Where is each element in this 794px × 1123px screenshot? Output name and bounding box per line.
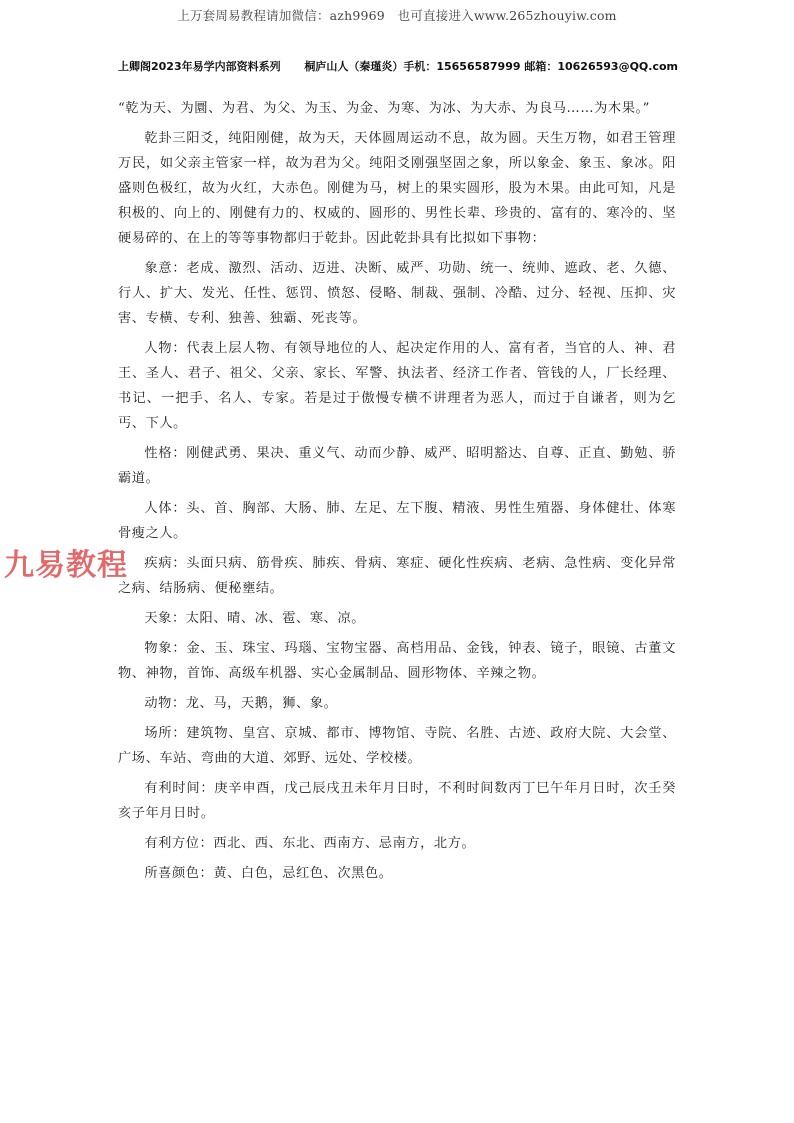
paragraph-tianxiang: 天象：太阳、晴、冰、雹、寒、凉。: [144, 611, 365, 626]
paragraph-renti: 人体：头、首、胸部、大肠、肺、左足、左下腹、精液、男性生殖器、身体健壮、体寒骨瘦之人。: [118, 501, 676, 541]
paragraph-jibing: 疾病：头面只病、筋骨疾、肺疾、骨病、寒症、硬化性疾病、老病、急性病、变化异常之病、结肠病、便秘壅结。: [118, 556, 676, 596]
paragraph-quote: “乾为天、为圜、为君、为父、为玉、为金、为寒、为冰、为大赤、为良马……为木果。”: [118, 101, 651, 116]
paragraph-dongwu: 动物：龙、马，天鹅，狮、象。: [144, 696, 338, 711]
header-series: 上卿阁2023年易学内部资料系列: [118, 60, 281, 73]
paragraph-xiangyi: 象意：老成、激烈、活动、迈进、决断、威严、功勋、统一、统帅、遮政、老、久德、行人、扩大、发光、任性、惩罚、愤怒、侵略、制裁、强制、冷酷、过分、轻视、压抑、灾害、专横、专利、独善、独霸、死丧等。: [118, 261, 676, 326]
paragraph-renwu: 人物：代表上层人物、有领导地位的人、起决定作用的人、富有者，当官的人、神、君王、圣人、君子、祖父、父亲、家长、军警、执法者、经济工作者、管钱的人，厂长经理、书记、一把手、名人、专家。若是过于傲慢专横不讲理者为恶人，而过于自谦者，则为乞丐、下人。: [118, 341, 676, 431]
paragraph-intro: 乾卦三阳爻，纯阳刚健，故为天，天体圆周运动不息，故为圆。天生万物，如君王管理万民，如父亲主管家一样，故为君为父。纯阳爻刚强坚固之象，所以象金、象玉、象冰。阳盛则色极红，故为火红，大赤色。刚健为马，树上的果实圆形，股为木果。由此可知，凡是积极的、向上的、刚健有力的、权威的、圆形的、男性长辈、珍贵的、富有的、寒冷的、坚硬易碎的、在上的等等事物都归于乾卦。因此乾卦具有比拟如下事物：: [118, 131, 676, 246]
paragraph-xingge: 性格：刚健武勇、果决、重义气、动而少静、威严、昭明豁达、自尊、正直、勤勉、骄霸道。: [118, 446, 676, 486]
top-banner: 上万套周易教程请加微信：azh9969 也可直接进入www.265zhouyiw.com: [177, 8, 617, 23]
paragraph-youli-shijian: 有利时间：庚辛申酉，戊己辰戌丑未年月日时，不利时间数丙丁巳午年月日时，次壬癸亥子年月日时。: [118, 781, 676, 821]
paragraph-wuxiang: 物象：金、玉、珠宝、玛瑙、宝物宝器、高档用品、金钱，钟表、镜子，眼镜、古董文物、神物，首饰、高级车机器、实心金属制品、圆形物体、辛辣之物。: [118, 641, 676, 681]
watermark-logo: 九易教程: [4, 548, 128, 583]
header-contact: 桐庐山人（秦瑾炎）手机：15656587999 邮箱：10626593@QQ.com: [304, 60, 678, 73]
paragraph-suoxi-yanse: 所喜颜色：黄、白色，忌红色、次黑色。: [144, 866, 393, 881]
paragraph-changsuo: 场所：建筑物、皇宫、京城、都市、博物馆、寺院、名胜、古迹、政府大院、大会堂、广场、车站、弯曲的大道、郊野、远处、学校楼。: [118, 726, 676, 766]
page-header: [118, 58, 678, 76]
paragraph-youli-fangwei: 有利方位：西北、西、东北、西南方、忌南方，北方。: [144, 836, 476, 851]
document-body: [118, 96, 676, 891]
